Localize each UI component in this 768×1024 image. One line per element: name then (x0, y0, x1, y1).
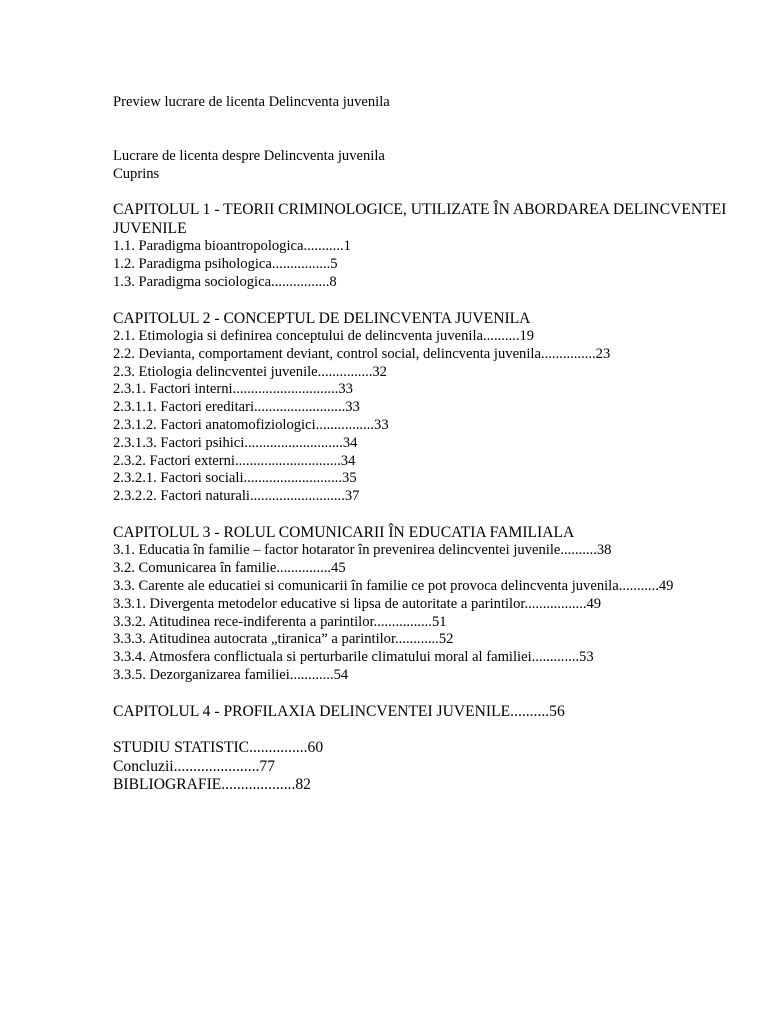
toc-entry: 3.3.1. Divergenta metodelor educative si lipsa de autoritate a parintilor.................49 (113, 595, 602, 612)
toc-entry: 2.3.2. Factori externi.............................34 (113, 452, 356, 469)
toc-entry: 2.3.1.3. Factori psihici...........................34 (113, 434, 358, 451)
toc-entry: 3.3.4. Atmosfera conflictuala si perturbarile climatului moral al familiei.............53 (113, 649, 594, 666)
toc-entry: 2.3. Etiologia delincventei juvenile...............32 (113, 363, 387, 380)
document-subtitle: Lucrare de licenta despre Delincventa juvenila (113, 147, 385, 164)
closing-section (113, 739, 753, 794)
toc-entry: 2.3.1. Factori interni.............................33 (113, 381, 353, 398)
toc-entry: 1.3. Paradigma sociologica................8 (113, 273, 337, 290)
toc-entry: 3.3.2. Atitudinea rece-indiferenta a parintilor................51 (113, 613, 447, 630)
document-title: Preview lucrare de licenta Delincventa juvenila (113, 94, 390, 110)
chapter-heading: CAPITOLUL 3 - ROLUL COMUNICARII ÎN EDUCATIA FAMILIALA (113, 523, 575, 541)
contents-label: Cuprins (113, 165, 160, 182)
toc-entry: 3.2. Comunicarea în familie...............45 (113, 560, 346, 577)
toc-entry: 1.1. Paradigma bioantropologica...........1 (113, 238, 351, 255)
toc-entry: 1.2. Paradigma psihologica................5 (113, 256, 338, 272)
toc-entry: 2.3.2.1. Factori sociali...........................35 (113, 470, 357, 487)
chapter-4 (113, 703, 753, 721)
toc-entry: 3.3. Carente ale educatiei si comunicarii în familie ce pot provoca delincventa juvenila...........49 (113, 577, 674, 594)
chapter-1 (113, 201, 753, 291)
toc-entry: 3.3.5. Dezorganizarea familiei............54 (113, 666, 349, 683)
toc-entry: 2.2. Devianta, comportament deviant, control social, delincventa juvenila...............23 (113, 345, 611, 362)
toc-entry-statistics: STUDIU STATISTIC...............60 (113, 739, 324, 757)
toc-entry: 2.3.2.2. Factori naturali..........................37 (113, 488, 360, 505)
toc-entry-bibliography: BIBLIOGRAFIE...................82 (113, 775, 311, 793)
toc-entry: 2.3.1.2. Factori anatomofiziologici................33 (113, 416, 389, 433)
chapter-heading: CAPITOLUL 4 - PROFILAXIA DELINCVENTEI JUVENILE..........56 (113, 702, 565, 720)
toc-entry: 2.3.1.1. Factori ereditari.........................33 (113, 399, 360, 416)
chapter-3 (113, 524, 753, 685)
toc-entry: 3.3.3. Atitudinea autocrata „tiranica” a parintilor............52 (113, 631, 454, 648)
toc-entry: 2.1. Etimologia si definirea conceptului de delincventa juvenila..........19 (113, 328, 535, 344)
document-page (113, 94, 753, 794)
toc-entry-conclusions: Concluzii......................77 (113, 757, 275, 775)
chapter-heading: CAPITOLUL 2 - CONCEPTUL DE DELINCVENTA JUVENILA (113, 309, 531, 327)
chapter-heading: CAPITOLUL 1 - TEORII CRIMINOLOGICE, UTILIZATE ÎN ABORDAREA DELINCVENTEI JUVENILE (113, 201, 731, 237)
toc-entry: 3.1. Educatia în familie – factor hotarator în prevenirea delincventei juvenile..........38 (113, 542, 612, 559)
chapter-2 (113, 310, 753, 506)
